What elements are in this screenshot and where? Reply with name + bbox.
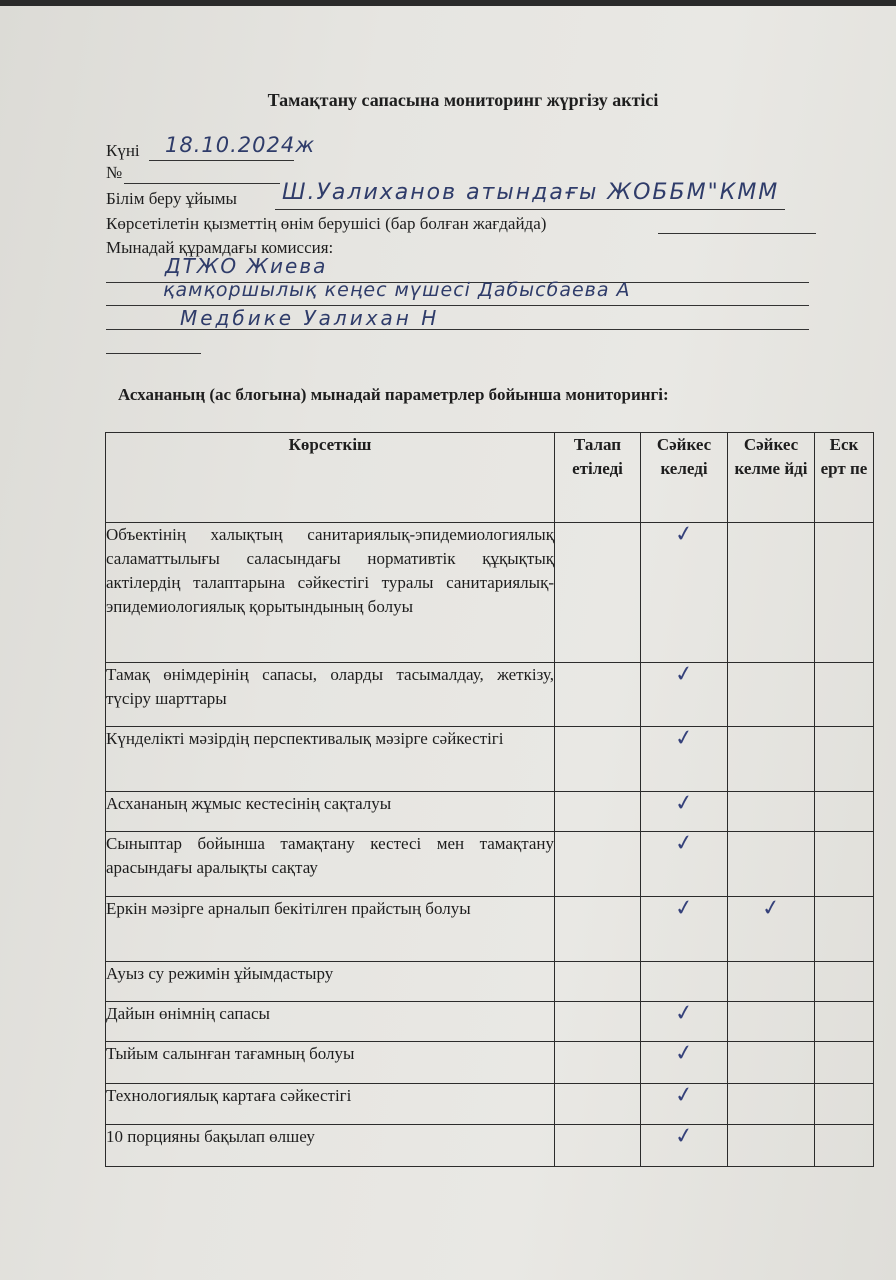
indicator-cell: 10 порцияны бақылап өлшеу <box>106 1125 555 1167</box>
complies-cell <box>641 1039 728 1084</box>
indicator-cell: Объектінің халықтың санитариялық-эпидемиологиялық саламаттылығы саласындағы нормативтік құқықтық актілердің талаптарына сәйкестігі туралы санитариялық-эпидемиологиялық қорытындының болуы <box>106 523 555 663</box>
not-complies-cell <box>728 792 815 832</box>
commission-member-1: ДТЖО Жиева <box>165 254 328 278</box>
table-row <box>106 1125 874 1167</box>
not-complies-cell <box>728 1125 815 1167</box>
checkmark-icon: ✓ <box>673 724 695 753</box>
date-value: 18.10.2024ж <box>165 133 316 157</box>
indicator-cell: Тамақ өнімдерінің сапасы, оларды тасымалдау, жеткізу, түсіру шарттары <box>106 663 555 727</box>
required-cell <box>555 1002 641 1042</box>
note-cell <box>815 832 874 897</box>
monitoring-table <box>105 432 874 1167</box>
checkmark-icon: ✓ <box>673 789 695 818</box>
not-complies-cell <box>728 832 815 897</box>
checkmark-icon: ✓ <box>673 894 695 923</box>
not-complies-cell <box>728 663 815 727</box>
complies-cell <box>641 894 728 962</box>
header-indicator: Көрсеткіш <box>106 433 555 523</box>
checkmark-icon: ✓ <box>673 829 695 858</box>
table-row <box>106 1042 874 1084</box>
required-cell <box>555 792 641 832</box>
table-row <box>106 727 874 792</box>
not-complies-cell <box>728 962 815 1002</box>
note-cell <box>815 792 874 832</box>
table-row <box>106 1002 874 1042</box>
commission-line-4 <box>106 353 201 354</box>
org-underline <box>275 209 785 210</box>
indicator-cell: Күнделікті мәзірдің перспективалық мәзірге сәйкестігі <box>106 727 555 792</box>
table-row <box>106 832 874 897</box>
table-row <box>106 523 874 663</box>
complies-cell <box>641 724 728 792</box>
checkmark-icon: ✓ <box>760 894 782 923</box>
note-cell <box>815 663 874 727</box>
complies-cell <box>641 962 728 1002</box>
document-title: Тамақтану сапасына мониторинг жүргізу актісі <box>267 90 659 110</box>
not-complies-cell <box>728 1002 815 1042</box>
indicator-cell: Ауыз су режимін ұйымдастыру <box>106 962 555 1002</box>
required-cell <box>555 523 641 663</box>
number-label: № <box>106 163 123 182</box>
scan-edge <box>0 0 896 6</box>
org-label: Білім беру ұйымы <box>106 189 237 208</box>
commission-member-2: қамқоршылық кеңес мүшесі Дабысбаева А <box>163 279 631 301</box>
table-row <box>106 1084 874 1125</box>
section-title: Асхананың (ас блогына) мынадай параметрлер бойынша мониторингі: <box>118 385 669 404</box>
not-complies-cell <box>728 523 815 663</box>
number-underline <box>124 183 280 184</box>
not-complies-cell <box>728 1084 815 1125</box>
not-complies-cell <box>728 1042 815 1084</box>
required-cell <box>555 727 641 792</box>
note-cell <box>815 1084 874 1125</box>
indicator-cell: Тыйым салынған тағамның болуы <box>106 1042 555 1084</box>
note-cell <box>815 897 874 962</box>
checkmark-icon: ✓ <box>673 520 695 549</box>
header-not-complies: Сәйкес келме йді <box>728 433 815 523</box>
table-row <box>106 962 874 1002</box>
note-cell <box>815 1042 874 1084</box>
required-cell <box>555 1084 641 1125</box>
header-note: Еск ерт пе <box>815 433 874 523</box>
header-complies: Сәйкес келеді <box>641 433 728 523</box>
not-complies-cell <box>728 727 815 792</box>
checkmark-icon: ✓ <box>673 1039 695 1068</box>
complies-cell <box>641 1081 728 1125</box>
indicator-cell: Технологиялық картаға сәйкестігі <box>106 1084 555 1125</box>
table-header-row <box>106 433 874 523</box>
required-cell <box>555 962 641 1002</box>
complies-cell <box>641 520 728 663</box>
checkmark-icon: ✓ <box>673 1122 695 1151</box>
note-cell <box>815 1002 874 1042</box>
note-cell <box>815 1125 874 1167</box>
date-underline <box>149 160 294 161</box>
complies-cell <box>641 829 728 897</box>
complies-cell <box>641 1122 728 1167</box>
checkmark-icon: ✓ <box>673 660 695 689</box>
required-cell <box>555 1125 641 1167</box>
table-row <box>106 663 874 727</box>
commission-member-3: Медбике Уалихан Н <box>180 306 440 330</box>
not-complies-cell <box>728 894 815 962</box>
required-cell <box>555 663 641 727</box>
note-cell <box>815 523 874 663</box>
table-row <box>106 897 874 962</box>
table-row <box>106 792 874 832</box>
required-cell <box>555 897 641 962</box>
indicator-cell: Асхананың жұмыс кестесінің сақталуы <box>106 792 555 832</box>
required-cell <box>555 832 641 897</box>
complies-cell <box>641 660 728 727</box>
complies-cell <box>641 789 728 832</box>
indicator-cell: Дайын өнімнің сапасы <box>106 1002 555 1042</box>
required-cell <box>555 1042 641 1084</box>
indicator-cell: Еркін мәзірге арналып бекітілген прайстың болуы <box>106 897 555 962</box>
checkmark-icon: ✓ <box>673 1081 695 1110</box>
provider-label: Көрсетілетін қызметтің өнім берушісі (бар болған жағдайда) <box>106 214 547 233</box>
note-cell <box>815 727 874 792</box>
indicator-cell: Сыныптар бойынша тамақтану кестесі мен тамақтану арасындағы аралықты сақтау <box>106 832 555 897</box>
checkmark-icon: ✓ <box>673 999 695 1028</box>
provider-underline <box>658 233 816 234</box>
note-cell <box>815 962 874 1002</box>
date-label: Күні <box>106 141 140 160</box>
header-required: Талап етіледі <box>555 433 641 523</box>
org-value: Ш.Уалиханов атындағы ЖОББМ"КММ <box>282 180 780 205</box>
commission-label: Мынадай құрамдағы комиссия: <box>106 238 334 257</box>
complies-cell <box>641 999 728 1042</box>
